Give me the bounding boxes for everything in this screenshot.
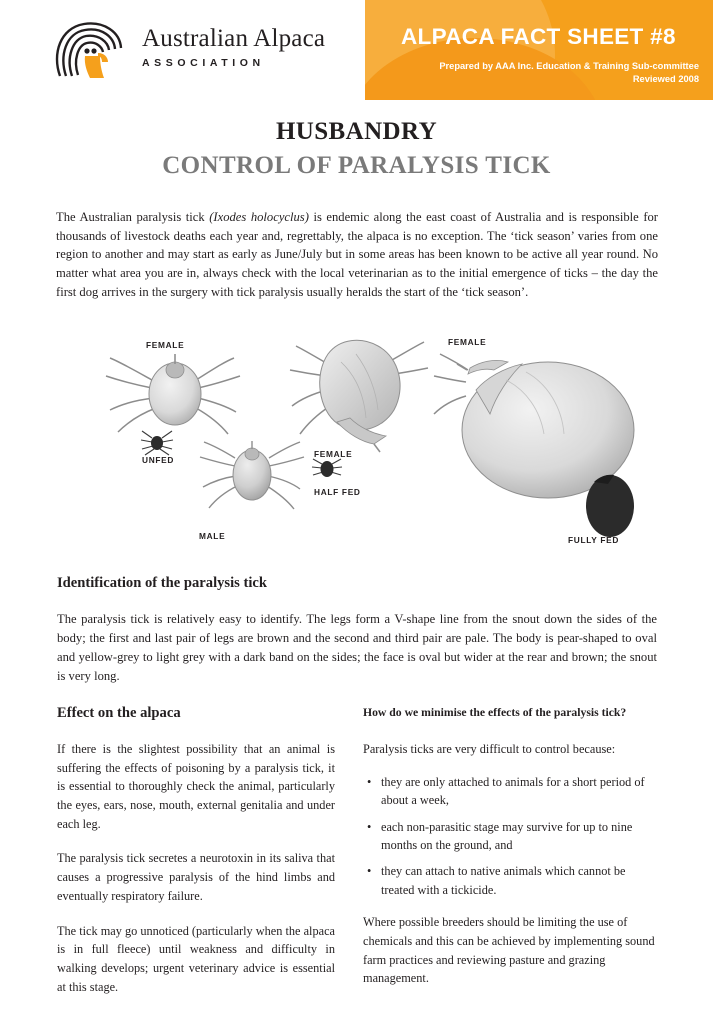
- female-halffed-illustration: [290, 340, 428, 452]
- organisation-subname: ASSOCIATION: [142, 57, 265, 70]
- minimise-closing: Where possible breeders should be limiting the use of chemicals and this can be achieved by implementing sound farm practices and reviewing pasture and grazing management.: [363, 915, 655, 986]
- figure-label-half-fed: HALF FED: [314, 487, 361, 497]
- organisation-wordmark: [142, 26, 392, 69]
- banner-title: ALPACA FACT SHEET #8: [401, 24, 676, 49]
- figure-label-female-halffed: FEMALE: [314, 449, 353, 459]
- male-illustration: [200, 441, 304, 509]
- intro-text-after: is endemic along the east coast of Australia and is responsible for thousands of livestock deaths each year and, regrettably, the alpaca is no exception. The ‘tick season’ varies from one region to another and may start as early as June/July but in some areas has been known to be active all year round. No matter what area you are in, always check with the local veterinarian as to the initial emergence of ticks – the day the first dog arrives in the surgery with tick paralysis usually heralds the start of the ‘tick season’.: [56, 210, 659, 299]
- unfed-small-tick: [141, 431, 173, 455]
- tick-scientific-name: (Ixodes holocyclus): [209, 210, 309, 224]
- list-item: • each non-parasitic stage may survive for up to nine months on the ground, and: [381, 818, 658, 855]
- minimise-lead: Paralysis ticks are very difficult to control because:: [363, 742, 616, 756]
- banner-prepared-by: Prepared by AAA Inc. Education & Training Sub-committee: [439, 61, 699, 71]
- organisation-logo: [54, 18, 354, 88]
- tick-illustration: [56, 318, 660, 553]
- effect-paragraph: If there is the slightest possibility that an animal is suffering the effects of poisoning by a paralysis tick, it is essential to thoroughly check the animal, particularly the eyes, ears, nose, mouth, external genitalia and under each leg.: [57, 742, 335, 831]
- alpaca-logo-icon: [54, 20, 126, 82]
- halffed-small-tick: [312, 459, 342, 477]
- figure-label-female-unfed: FEMALE: [146, 340, 185, 350]
- effect-paragraph: The paralysis tick secretes a neurotoxin in its saliva that causes a progressive paralysis of the hind limbs and eventually respiratory failure.: [57, 851, 335, 903]
- effect-paragraph: The tick may go unnoticed (particularly when the alpaca is in full fleece) until weakness and difficulty in walking develops; urgent veterinary advice is essential at this stage.: [57, 923, 335, 994]
- minimise-bullet-list: [363, 773, 658, 900]
- banner-subtitle: [401, 60, 699, 85]
- organisation-name: Australian Alpaca: [142, 25, 326, 52]
- effect-body: [57, 740, 335, 1012]
- page-subtitle: CONTROL OF PARALYSIS TICK: [162, 152, 551, 179]
- female-unfed-illustration: [106, 354, 240, 434]
- figure-label-fully-fed: FULLY FED: [568, 535, 620, 545]
- fact-sheet-banner: [365, 0, 713, 100]
- minimise-heading: How do we minimise the effects of the paralysis tick?: [363, 706, 627, 719]
- fullyfed-small-tick: [586, 475, 634, 537]
- page-header: [0, 0, 713, 100]
- figure-label-unfed: UNFED: [142, 455, 175, 465]
- effect-heading: Effect on the alpaca: [57, 705, 181, 721]
- minimise-body: [363, 740, 658, 1002]
- identification-body: The paralysis tick is relatively easy to identify. The legs form a V-shape line from the snout down the sides of the body; the first and last pair of legs are brown and the second and third pair are pale. The body is pear-shaped to oval and yellow-grey to light grey with a dark band on the sides; the face is oval but wider at the rear and brown; the snout is very long.: [57, 612, 657, 683]
- list-item: • they can attach to native animals which cannot be treated with a tickicide.: [381, 862, 658, 899]
- list-item: • they are only attached to animals for a short period of about a week,: [381, 773, 658, 810]
- page-title: HUSBANDRY: [275, 118, 438, 145]
- figure-label-female-engorged: FEMALE: [448, 337, 487, 347]
- figure-label-male: MALE: [199, 531, 226, 541]
- identification-heading: Identification of the paralysis tick: [57, 575, 267, 591]
- tick-diagram-graphic: [56, 318, 660, 553]
- intro-text-before: The Australian paralysis tick: [56, 210, 210, 224]
- intro-paragraph: [56, 208, 658, 301]
- banner-reviewed-year: Reviewed 2008: [632, 73, 699, 84]
